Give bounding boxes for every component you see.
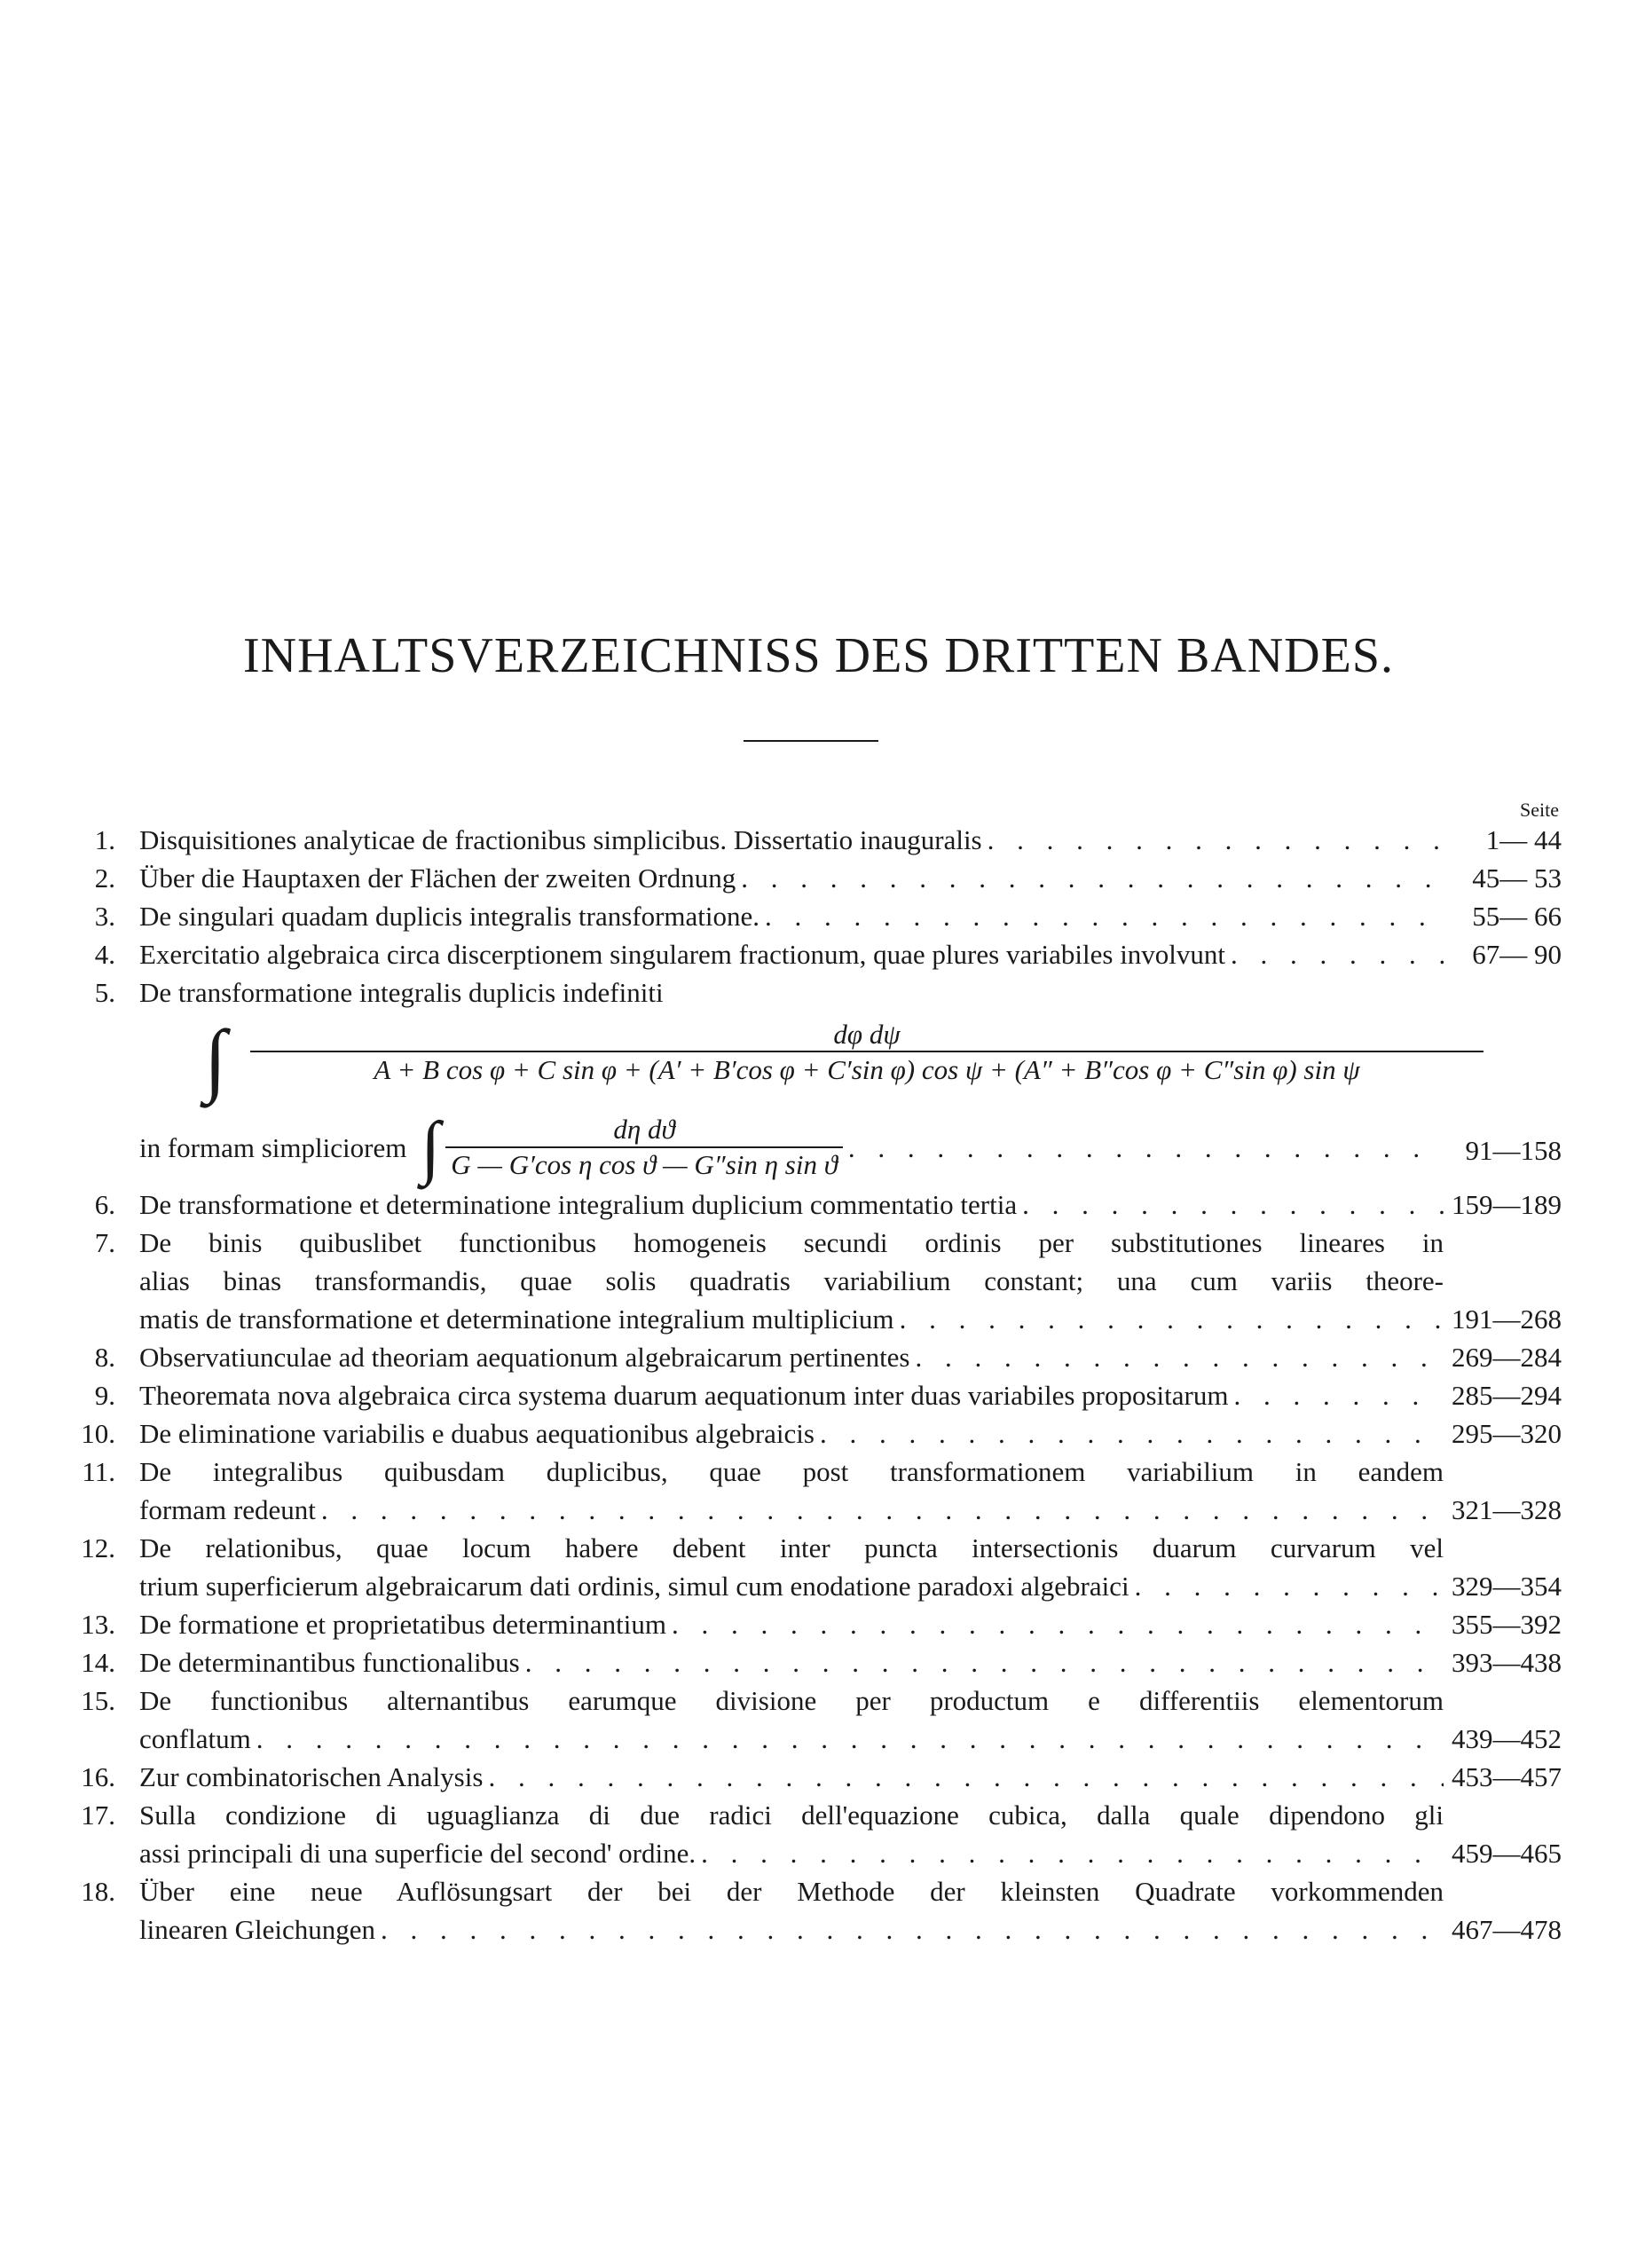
- leader-dots: [488, 1758, 1444, 1796]
- entry-body: [139, 1453, 1444, 1529]
- entry-title-text: De singulari quadam duplicis integralis transformatione.: [139, 901, 760, 932]
- formula-denominator: A + B cos φ + C sin φ + (A′ + B′cos φ + C′sin φ) cos ψ + (A″ + B″cos φ + C″sin φ) sin ψ: [250, 1051, 1484, 1086]
- leader-dots: [848, 1129, 1444, 1167]
- page-range: 453—457: [1452, 1761, 1562, 1792]
- page-range: 67— 90: [1472, 939, 1562, 970]
- entry-title-text: Über eine neue Auflösungsart der bei der Methode der kleinsten Quadrate vorkommenden: [139, 1876, 1444, 1907]
- entry-title-text: formam redeunt: [139, 1494, 316, 1525]
- entry-number: 2.: [94, 862, 115, 894]
- entry-title-text: Sulla condizione di uguaglianza di due radici dell'equazione cubica, dalla quale dipendono gli: [139, 1799, 1444, 1831]
- leader-dots: [900, 1300, 1444, 1338]
- entry-line: [139, 1300, 1444, 1338]
- entry-number: 16.: [81, 1761, 115, 1792]
- toc-entry: [53, 897, 1562, 935]
- entry-line: [139, 1453, 1444, 1491]
- entry-body: [139, 821, 1444, 859]
- page-range: 467—478: [1452, 1914, 1562, 1945]
- entry-title-text: Disquisitiones analyticae de fractionibus simplicibus. Dissertatio inauguralis: [139, 824, 982, 855]
- entry-title-text: De eliminatione variabilis e duabus aequationibus algebraicis: [139, 1418, 815, 1449]
- entry-line: [139, 1262, 1444, 1300]
- toc-entry: [53, 1376, 1562, 1414]
- entry-title-text: matis de transformatione et determinatione integralium multiplicium: [139, 1303, 894, 1335]
- toc-entry: [53, 1643, 1562, 1681]
- entry-line: [139, 1796, 1444, 1834]
- entry-line: [139, 897, 1444, 935]
- toc-entry: [53, 859, 1562, 897]
- entry-line: [139, 1491, 1444, 1529]
- entry-body: [139, 1414, 1444, 1453]
- toc-entry: [53, 1224, 1562, 1338]
- page-range: 91—158: [1465, 1135, 1562, 1166]
- toc-entry: [53, 1529, 1562, 1605]
- entry-title-text: Theoremata nova algebraica circa systema duarum aequationum inter duas variabiles propositarum: [139, 1380, 1229, 1411]
- page-range: 159—189: [1452, 1189, 1562, 1220]
- entry-line: [139, 1910, 1444, 1949]
- formula-denominator: G — G′cos η cos ϑ — G″sin η sin ϑ: [445, 1146, 843, 1182]
- entry-line: [139, 973, 1444, 1012]
- leader-dots: [672, 1605, 1444, 1643]
- entry-line: [139, 1338, 1444, 1376]
- entry-number: 1.: [94, 824, 115, 855]
- entry-number: 10.: [81, 1418, 115, 1449]
- page-range: 329—354: [1452, 1571, 1562, 1602]
- toc-entry: [53, 1453, 1562, 1529]
- entry-body: [139, 1872, 1444, 1949]
- leader-dots: [321, 1491, 1444, 1529]
- entry-line: [139, 1643, 1444, 1681]
- entry-line: [139, 1605, 1444, 1643]
- leader-dots: [1231, 935, 1444, 973]
- toc-entry: [53, 935, 1562, 973]
- entry-body: [139, 1185, 1444, 1224]
- toc-entry: [53, 973, 1562, 1012]
- leader-dots: [256, 1720, 1444, 1758]
- formula-fraction: [445, 1113, 843, 1182]
- leader-dots: [820, 1414, 1444, 1453]
- formula-prefix: in formam simpliciorem: [139, 1131, 407, 1163]
- entry-number: 3.: [94, 901, 115, 932]
- entry-body: [139, 1338, 1444, 1376]
- entry-line: [139, 1834, 1444, 1872]
- entry-number: 15.: [81, 1685, 115, 1716]
- entry-line: [139, 1224, 1444, 1262]
- entry-body: [139, 1224, 1444, 1338]
- page-title: INHALTSVERZEICHNISS DES DRITTEN BANDES.: [243, 628, 1394, 683]
- entry-title-text: De relationibus, quae locum habere debent inter puncta intersectionis duarum curvarum vel: [139, 1532, 1444, 1563]
- leader-dots: [1135, 1567, 1444, 1605]
- entry-body: [139, 935, 1444, 973]
- entry-number: 11.: [82, 1456, 115, 1487]
- entry-body: [139, 1758, 1444, 1796]
- entry-title-text: linearen Gleichungen: [139, 1914, 375, 1945]
- formula-fraction: [250, 1019, 1484, 1086]
- entry-line: [139, 859, 1444, 897]
- entry-number: 17.: [81, 1799, 115, 1831]
- entry-title-text: De determinantibus functionalibus: [139, 1647, 520, 1678]
- leader-dots: [381, 1910, 1444, 1949]
- entry-body: [139, 973, 1444, 1012]
- entry-title-text: De binis quibuslibet functionibus homogeneis secundi ordinis per substitutiones lineares in: [139, 1227, 1444, 1258]
- entry-title-text: assi principali di una superficie del second' ordine.: [139, 1838, 697, 1869]
- entry-line: [139, 1109, 1444, 1185]
- leader-dots: [1022, 1185, 1444, 1224]
- page-range: 393—438: [1452, 1647, 1562, 1678]
- entry-number: 18.: [81, 1876, 115, 1907]
- toc-entry: [53, 821, 1562, 859]
- entry-line: [139, 1567, 1444, 1605]
- entry-line: [139, 935, 1444, 973]
- entry-body: [139, 897, 1444, 935]
- entry-title-text: De transformatione et determinatione integralium duplicium commentatio tertia: [139, 1189, 1018, 1220]
- entry-line: [139, 821, 1444, 859]
- toc-entry: [53, 1681, 1562, 1758]
- entry-body: [139, 1109, 1444, 1185]
- entry-title-text: De transformatione integralis duplicis indefiniti: [139, 977, 664, 1008]
- page-range: 191—268: [1452, 1303, 1562, 1335]
- page-range: 55— 66: [1472, 901, 1562, 932]
- entry-body: [139, 859, 1444, 897]
- leader-dots: [916, 1338, 1444, 1376]
- leader-dots: [765, 897, 1444, 935]
- entry-title-text: De formatione et proprietatibus determinantium: [139, 1609, 666, 1640]
- page-range: 45— 53: [1472, 862, 1562, 894]
- page-range: 355—392: [1452, 1609, 1562, 1640]
- entry-body: [139, 1376, 1444, 1414]
- toc-entry: [53, 1414, 1562, 1453]
- entry-title-text: Über die Hauptaxen der Flächen der zweiten Ordnung: [139, 862, 736, 894]
- entry-title-text: conflatum: [139, 1723, 251, 1754]
- entry-line: [139, 1529, 1444, 1567]
- entry-line: [139, 1185, 1444, 1224]
- entry-number: 14.: [81, 1647, 115, 1678]
- entry-number: 4.: [94, 939, 115, 970]
- entry-line: [139, 1758, 1444, 1796]
- entry-number: 6.: [94, 1189, 115, 1220]
- leader-dots: [1233, 1376, 1444, 1414]
- entry-number: 5.: [94, 977, 115, 1008]
- entry-body: [139, 1643, 1444, 1681]
- page-range: 1— 44: [1485, 824, 1562, 855]
- title-divider: [744, 740, 878, 742]
- formula-numerator: dη dϑ: [613, 1114, 675, 1145]
- page-range: 285—294: [1452, 1380, 1562, 1411]
- entry-title-text: trium superficierum algebraicarum dati ordinis, simul cum enodatione paradoxi algebraici: [139, 1571, 1129, 1602]
- toc-entry: [53, 1605, 1562, 1643]
- entry-number: 13.: [81, 1609, 115, 1640]
- page-range: 269—284: [1452, 1342, 1562, 1373]
- leader-dots: [701, 1834, 1444, 1872]
- page-range: 459—465: [1452, 1838, 1562, 1869]
- toc-entry: [53, 1338, 1562, 1376]
- entry-line: [139, 1720, 1444, 1758]
- entry-number: 9.: [94, 1380, 115, 1411]
- page-range: 439—452: [1452, 1723, 1562, 1754]
- entry-line: [139, 1414, 1444, 1453]
- leader-dots: [988, 821, 1444, 859]
- leader-dots: [525, 1643, 1444, 1681]
- entry-body: [139, 1529, 1444, 1605]
- entry-number: 12.: [81, 1532, 115, 1563]
- toc-entry: [53, 1758, 1562, 1796]
- entry-number: 7.: [94, 1227, 115, 1258]
- entry-body: [139, 1605, 1444, 1643]
- entry-title-text: De functionibus alternantibus earumque divisione per productum e differentiis elementorum: [139, 1685, 1444, 1716]
- toc-entry: [53, 1185, 1562, 1224]
- page-range: 295—320: [1452, 1418, 1562, 1449]
- entry-title-text: Exercitatio algebraica circa discerptionem singularem fractionum, quae plures variabiles involvunt: [139, 939, 1226, 970]
- table-of-contents: [53, 821, 1562, 1949]
- entry-body: [139, 1796, 1444, 1872]
- entry-title-text: Observatiunculae ad theoriam aequationum algebraicarum pertinentes: [139, 1342, 910, 1373]
- toc-entry-formula: [53, 1109, 1562, 1185]
- integral-sign: ∫: [421, 1108, 441, 1186]
- formula-numerator: dφ dψ: [833, 1019, 901, 1050]
- entry-body: [139, 1681, 1444, 1758]
- entry-number: 8.: [94, 1342, 115, 1373]
- entry-line: [139, 1376, 1444, 1414]
- toc-entry: [53, 1872, 1562, 1949]
- entry-line: [139, 1681, 1444, 1720]
- toc-entry: [53, 1796, 1562, 1872]
- entry-line: [139, 1872, 1444, 1910]
- entry-title-text: De integralibus quibusdam duplicibus, quae post transformationem variabilium in eandem: [139, 1456, 1444, 1487]
- formula-integral: [53, 1012, 1562, 1109]
- seite-label: Seite: [1520, 799, 1559, 821]
- leader-dots: [741, 859, 1444, 897]
- entry-title-text: alias binas transformandis, quae solis quadratis variabilium constant; una cum variis theore-: [139, 1265, 1444, 1296]
- integral-sign: ∫: [204, 1013, 227, 1104]
- page-range: 321—328: [1452, 1494, 1562, 1525]
- entry-title-text: Zur combinatorischen Analysis: [139, 1761, 484, 1792]
